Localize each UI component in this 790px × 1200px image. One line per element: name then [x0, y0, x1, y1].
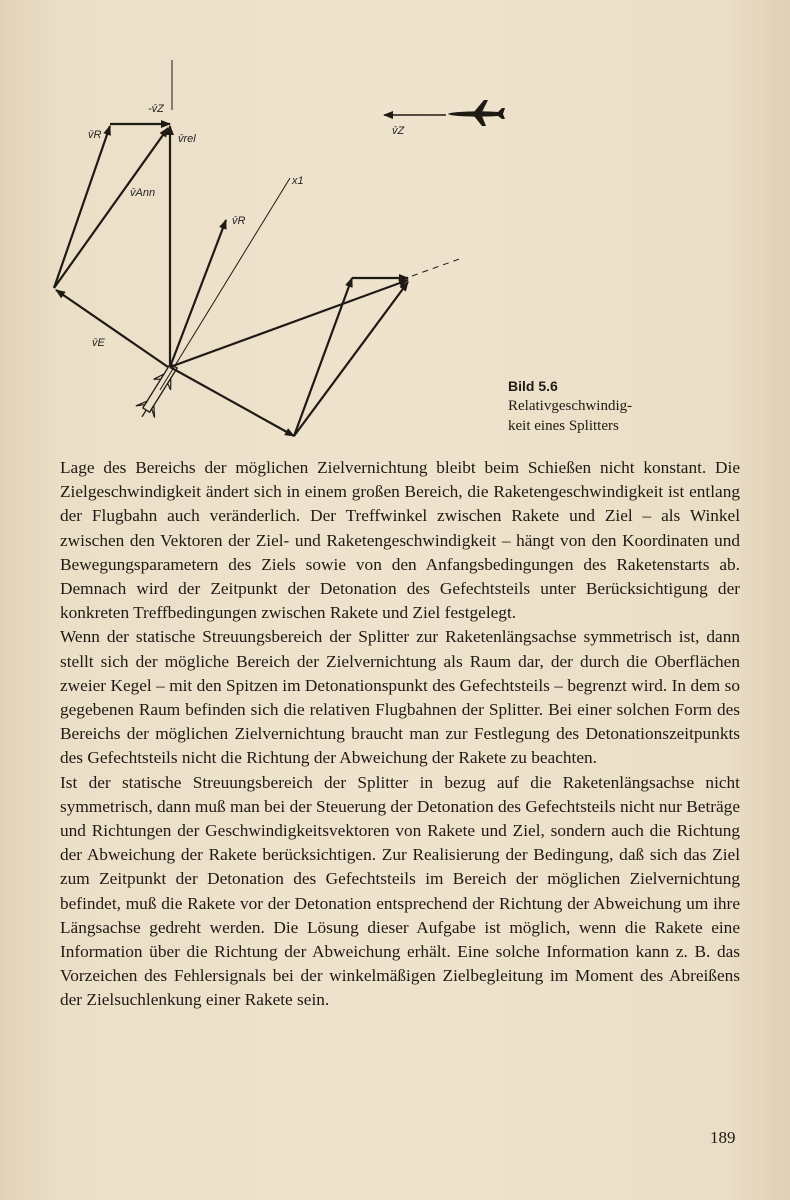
airplane-icon	[448, 100, 505, 126]
label-vrel: v̄rel	[178, 133, 196, 145]
label-vr-top: v̄R	[88, 129, 102, 141]
label-vz: v̄Z	[392, 125, 405, 137]
vr-vector-mid	[170, 220, 226, 367]
label-neg-vz: -v̄Z	[148, 103, 164, 115]
vann-vector	[54, 128, 168, 288]
paragraph-2: Wenn der statische Streuungsbereich der Splitter zur Raketenlängsachse symmetrisch ist, dann stellt sich der mögliche Bereich der Zielvernichtung als Raum dar, der durch die Oberflächen zweier Kegel – mit den Spitzen im Detonationspunkt des Gefechtsteils – begrenzt wird. In dem so gegebenen Raum befinden sich die relativen Flugbahnen der Splitter. Bei einer solchen Form des Bereichs der möglichen Zielvernichtung braucht man zur Festlegung des Detonationszeitpunkts des Gefechtsteils nicht die Richtung der Abweichung der Rakete zu beachten.	[60, 627, 740, 768]
splitter-rel-vector	[294, 282, 408, 436]
caption-line-2: keit eines Splitters	[508, 418, 619, 434]
label-ve: v̄E	[92, 337, 105, 349]
label-x1: x1	[292, 175, 304, 187]
x1-axis-line	[160, 178, 290, 390]
body-text	[60, 456, 740, 1013]
figure-caption	[508, 376, 748, 436]
paragraph-1: Lage des Bereichs der möglichen Zielvernichtung bleibt beim Schießen nicht konstant. Die Zielgeschwindigkeit ändert sich in einem großen Bereich, die Raketengeschwindigkeit ist entlang der Flugbahn auch veränderlich. Der Treffwinkel zwischen Rakete und Ziel – als Winkel zwischen den Vektoren der Ziel- und Raketengeschwindigkeit – hängt von den Koordinaten und Bewegungsparametern des Ziels sowie von den Anfangsbedingungen des Raketenstarts ab. Demnach wird der Zeitpunkt der Detonation des Gefechtsteils unter Berücksichtigung der konkreten Treffbedingungen zwischen Rakete und Ziel festgelegt.	[60, 458, 740, 623]
missile-icon	[133, 360, 183, 423]
label-vann: v̄Ann	[130, 187, 156, 199]
paragraph-3: Ist der statische Streuungsbereich der Splitter in bezug auf die Raketenlängsachse nicht symmetrisch, dann muß man bei der Steuerung der Detonation des Gefechtsteils nicht nur Beträge und Richtungen der Geschwindigkeitsvektoren von Rakete und Ziel, sondern auch die Richtung der Abweichung der Rakete berücksichtigen. Zur Realisierung der Bedingung, daß sich das Ziel zum Zeitpunkt der Detonation des Gefechtsteils im Bereich der möglichen Zielvernichtung befindet, muß die Rakete vor der Detonation entsprechend der Richtung der Abweichung um ihre Längsachse gedreht werden. Die Lösung dieser Aufgabe ist möglich, wenn die Rakete eine Information über die Richtung der Abweichung erhält. Eine solche Information kann z. B. das Vorzeichen des Fehlersignals bei der winkelmäßigen Zielbegleitung im Moment des Abreißens der Zielsuchlenkung einer Rakete sein.	[60, 772, 740, 1010]
label-vr-mid: v̄R	[232, 215, 246, 227]
splitter-vr-vector	[294, 278, 352, 436]
caption-title: Bild 5.6	[508, 378, 558, 394]
caption-line-1: Relativgeschwindig-	[508, 398, 633, 414]
page-number: 189	[710, 1128, 736, 1147]
splitter-vector-lower	[170, 367, 294, 436]
ve-vector	[56, 290, 168, 367]
dashed-extension	[412, 258, 462, 276]
vr-vector-top	[54, 126, 110, 288]
splitter-vector-upper	[170, 280, 408, 367]
